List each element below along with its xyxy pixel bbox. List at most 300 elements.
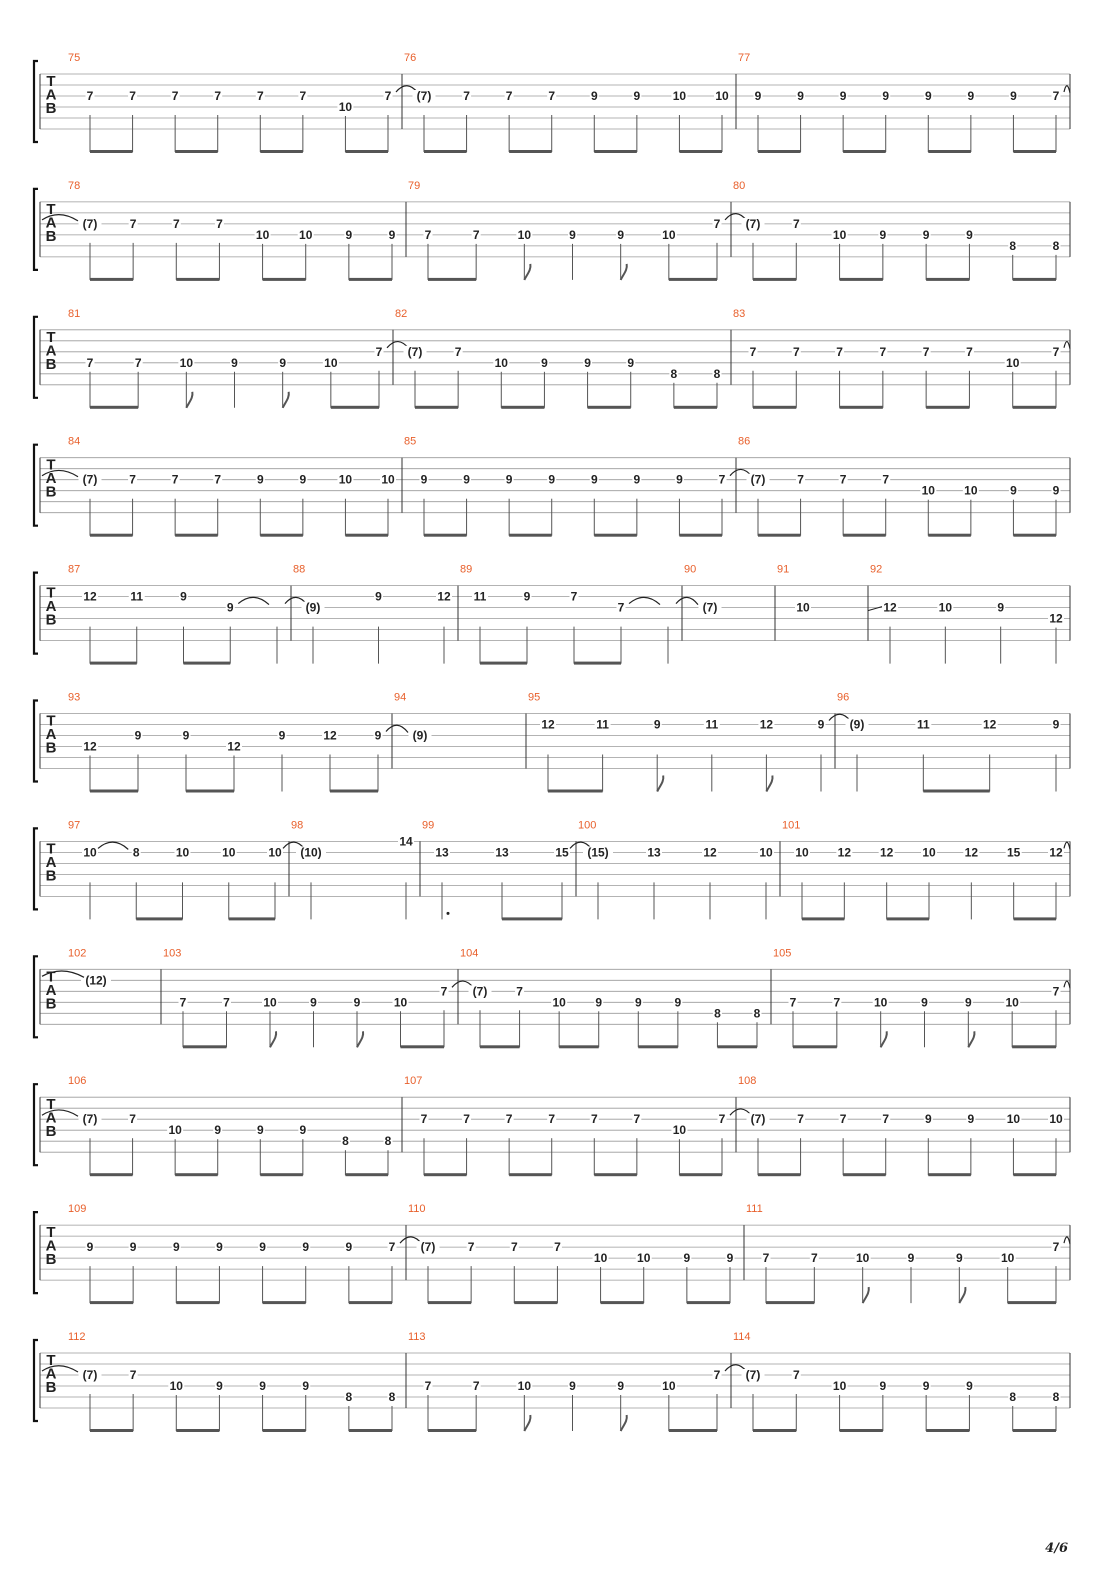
measure — [738, 52, 1070, 153]
tab-note — [86, 1240, 134, 1304]
measure — [837, 692, 1061, 793]
tab-note — [547, 473, 556, 536]
fret-number: 7 — [256, 89, 264, 103]
fret-number: 9 — [676, 472, 683, 487]
fret-number: 15 — [555, 845, 569, 860]
tab-note — [1052, 1390, 1061, 1431]
tab-note — [835, 345, 883, 409]
tab-note — [753, 1006, 762, 1047]
tab-note — [796, 473, 805, 536]
fret-number: 9 — [259, 1240, 266, 1255]
measure-number: 106 — [68, 1075, 87, 1088]
fret-number: 10 — [855, 1251, 870, 1266]
fret-number: (7) — [702, 600, 718, 615]
tab-note — [179, 995, 227, 1048]
tab-note — [380, 473, 396, 536]
tab-note — [920, 995, 929, 1047]
tab-note — [963, 845, 979, 919]
tab-note — [167, 1123, 218, 1176]
fret-number: 9 — [882, 89, 890, 103]
fret-number: 11 — [705, 717, 719, 732]
fret-number: 7 — [797, 472, 804, 487]
fret-number: 10 — [672, 89, 687, 103]
system-bracket — [34, 1212, 38, 1293]
fret-number: 7 — [172, 216, 180, 231]
fret-number: 9 — [617, 227, 625, 242]
fret-number: 9 — [924, 89, 932, 103]
fret-number: 10 — [637, 1251, 651, 1266]
fret-number: 10 — [873, 995, 888, 1010]
fret-number: 7 — [375, 344, 383, 359]
tab-note — [516, 228, 532, 280]
tab-note — [129, 1240, 138, 1303]
fret-number: 9 — [879, 1379, 887, 1393]
fret-number: 8 — [342, 1134, 349, 1149]
tab-note — [796, 89, 805, 152]
note-beam — [574, 662, 621, 665]
measure — [868, 564, 1064, 664]
tab-note — [302, 601, 325, 664]
note-beam — [331, 406, 379, 409]
measure-number: 100 — [578, 819, 597, 832]
tab-note — [128, 1112, 137, 1175]
tab-note — [436, 590, 452, 664]
fret-number: 9 — [180, 589, 187, 604]
fret-number: 10 — [759, 845, 773, 860]
fret-number: 7 — [749, 344, 757, 359]
fret-number: 10 — [1000, 1251, 1015, 1266]
tab-note — [337, 100, 388, 153]
tab-note — [982, 718, 998, 792]
measure — [404, 1075, 752, 1176]
tab-system — [34, 564, 1070, 665]
tab-note — [129, 590, 145, 664]
note-beam — [428, 1429, 476, 1432]
tab-note — [322, 729, 378, 793]
note-beam — [923, 790, 989, 793]
fret-number: 9 — [569, 227, 576, 242]
measure — [733, 1331, 1061, 1432]
fret-number: 9 — [683, 1251, 691, 1266]
tab-note — [1052, 484, 1061, 536]
fret-number: 8 — [753, 1006, 761, 1021]
fret-number: 8 — [1052, 238, 1060, 253]
note-beam — [758, 150, 801, 153]
tab-clef-letter: T — [46, 584, 56, 602]
measure — [528, 692, 851, 793]
fret-number: 7 — [792, 1368, 800, 1382]
tie-arc — [676, 597, 698, 604]
note-beam — [1013, 1173, 1056, 1176]
measure-number: 92 — [870, 563, 883, 576]
note-flag — [959, 1287, 965, 1303]
fret-number: 9 — [299, 472, 307, 487]
tie-arc — [1064, 981, 1070, 988]
fret-number: 7 — [554, 1240, 561, 1255]
tab-note — [682, 1251, 730, 1304]
note-beam — [753, 1429, 796, 1432]
tab-note — [213, 1123, 222, 1175]
fret-number: 10 — [83, 845, 97, 860]
note-beam — [594, 534, 637, 537]
note-beam — [559, 1045, 599, 1048]
tab-note — [540, 356, 549, 408]
tab-note — [505, 473, 552, 537]
tab-note — [516, 1379, 532, 1431]
tab-note — [590, 473, 637, 537]
tab-note — [553, 1240, 562, 1303]
fret-number: 7 — [839, 472, 847, 487]
note-flag — [766, 776, 772, 792]
tab-note — [868, 601, 898, 664]
fret-number: 15 — [1006, 845, 1021, 860]
tab-note — [462, 1112, 471, 1175]
note-beam — [840, 278, 883, 281]
note-flag — [968, 1031, 974, 1047]
tab-note — [881, 1112, 890, 1175]
tab-note — [881, 473, 890, 536]
fret-number: 12 — [541, 717, 555, 732]
tab-note — [515, 984, 524, 1047]
measure — [408, 180, 747, 281]
tab-note — [420, 473, 467, 537]
fret-number: 10 — [268, 845, 282, 860]
note-beam — [90, 1173, 133, 1176]
tab-note — [388, 228, 397, 280]
tab-note — [540, 718, 603, 793]
measure — [460, 947, 762, 1048]
fret-number: 9 — [922, 1379, 930, 1393]
note-beam — [260, 534, 303, 537]
tab-system — [34, 52, 1070, 153]
note-beam — [802, 917, 844, 920]
tab-clef-letter: B — [45, 867, 57, 885]
tab-note — [747, 473, 801, 537]
note-beam — [330, 790, 378, 793]
fret-number: 10 — [393, 995, 408, 1010]
fret-number: 11 — [916, 717, 930, 732]
note-beam — [502, 917, 562, 920]
tie-arc — [629, 597, 660, 604]
fret-number: 9 — [345, 227, 353, 242]
measure-number: 90 — [684, 563, 697, 576]
note-beam — [843, 1173, 886, 1176]
system-bracket — [34, 61, 38, 142]
note-beam — [793, 1045, 837, 1048]
fret-number: 9 — [627, 355, 635, 370]
fret-number: 7 — [86, 355, 94, 370]
note-beam — [424, 150, 467, 153]
tab-clef-letter: A — [45, 853, 57, 871]
measure — [68, 1203, 422, 1304]
measure — [738, 1075, 1064, 1176]
fret-number: 10 — [255, 227, 270, 242]
tab-note — [704, 718, 720, 792]
tab-note — [675, 473, 722, 537]
fret-number: 10 — [1006, 1112, 1021, 1127]
measure — [782, 819, 1070, 920]
tab-note — [424, 228, 477, 281]
measure-number: 76 — [404, 52, 417, 64]
measure — [394, 692, 432, 743]
tab-note — [996, 601, 1005, 664]
tab-clef-letter: B — [45, 100, 57, 117]
note-beam — [175, 534, 218, 537]
tab-clef-letter: B — [45, 227, 57, 245]
tab-note — [309, 995, 318, 1047]
tab-system — [34, 819, 1070, 920]
fret-number: 9 — [523, 589, 531, 604]
tab-note — [1009, 89, 1056, 153]
fret-number: 9 — [1052, 483, 1060, 498]
measure-number: 112 — [68, 1331, 86, 1343]
tab-note — [792, 345, 801, 408]
tab-note — [714, 89, 730, 152]
fret-number: 8 — [384, 1134, 392, 1149]
measure — [68, 564, 307, 665]
tab-note — [789, 995, 837, 1048]
fret-number: 9 — [505, 472, 513, 487]
tab-note — [1005, 356, 1056, 409]
note-beam — [90, 1301, 133, 1304]
note-beam — [175, 1173, 218, 1176]
fret-number: 14 — [399, 834, 413, 849]
tab-note — [937, 601, 953, 664]
note-beam — [514, 1301, 557, 1304]
tab-note — [505, 89, 552, 153]
tab-note — [222, 995, 231, 1047]
note-beam — [401, 1045, 445, 1048]
fret-number: 7 — [1052, 984, 1060, 999]
tab-note — [846, 718, 869, 792]
tab-note — [341, 1134, 388, 1176]
tab-note — [922, 228, 970, 281]
tab-note — [179, 590, 230, 665]
measure — [422, 819, 592, 920]
fret-number: 11 — [473, 589, 487, 604]
measure — [408, 1331, 747, 1432]
tab-note — [420, 1112, 467, 1176]
fret-number: 9 — [590, 89, 598, 103]
fret-number: 13 — [495, 845, 509, 860]
tab-note — [547, 1112, 556, 1175]
tab-note — [171, 473, 218, 537]
note-beam — [926, 406, 969, 409]
fret-number: 7 — [171, 89, 179, 103]
tab-note — [583, 356, 631, 409]
note-beam — [1013, 1429, 1056, 1432]
fret-number: (10) — [300, 845, 322, 860]
fret-number: 9 — [633, 472, 641, 487]
fret-number: (7) — [750, 472, 766, 487]
note-beam — [480, 1045, 520, 1048]
tab-note — [296, 845, 326, 919]
tab-system — [34, 1331, 1070, 1432]
fret-number: 9 — [590, 472, 598, 487]
fret-number: 9 — [674, 995, 682, 1010]
tab-note — [258, 1240, 306, 1304]
tab-note — [472, 1379, 481, 1431]
note-beam — [687, 1301, 730, 1304]
tab-note — [398, 834, 414, 919]
note-beam — [1008, 1301, 1056, 1304]
tab-note — [256, 473, 303, 537]
measure — [395, 308, 722, 409]
tab-note — [832, 228, 883, 281]
tab-note — [182, 729, 235, 793]
measure-number: 108 — [738, 1075, 757, 1088]
fret-number: (7) — [750, 1112, 766, 1127]
measure — [293, 564, 452, 664]
measure — [733, 308, 1070, 409]
tie-arc — [238, 597, 269, 604]
tab-clef-letter: B — [45, 483, 57, 501]
tab-clef-letter: B — [45, 611, 57, 629]
fret-number: (7) — [420, 1240, 436, 1255]
tab-note — [713, 1006, 757, 1048]
measure-number: 101 — [782, 819, 801, 832]
tab-clef-letter: T — [46, 456, 56, 474]
fret-number: 7 — [214, 89, 222, 103]
note-beam — [263, 1301, 306, 1304]
note-beam — [424, 1173, 467, 1176]
tab-note — [616, 1379, 627, 1431]
note-beam — [843, 150, 886, 153]
note-beam — [1012, 1045, 1056, 1048]
tab-note — [1052, 239, 1061, 280]
note-beam — [260, 1173, 303, 1176]
tab-note — [632, 89, 641, 152]
tab-note — [134, 729, 143, 792]
fret-number: 9 — [569, 1379, 576, 1393]
fret-number: 7 — [179, 995, 187, 1010]
fret-number: 7 — [797, 1112, 804, 1127]
fret-number: 7 — [516, 984, 523, 999]
measure-number: 81 — [68, 307, 81, 320]
fret-number: 9 — [617, 1379, 625, 1393]
tab-note — [570, 590, 622, 665]
fret-number: 7 — [424, 1379, 432, 1393]
fret-number: 7 — [510, 1240, 518, 1255]
fret-number: 9 — [172, 1240, 180, 1255]
tab-note — [634, 995, 678, 1048]
tab-clef-letter: T — [46, 1096, 56, 1114]
note-flag — [270, 1031, 276, 1047]
tab-note — [966, 1112, 975, 1175]
fret-number: 7 — [299, 89, 307, 103]
fret-number: 8 — [132, 845, 140, 860]
tab-note — [213, 473, 222, 536]
system-bracket — [34, 1084, 38, 1165]
note-beam — [345, 150, 388, 153]
note-beam — [176, 278, 219, 281]
note-beam — [717, 1045, 757, 1048]
measure-number: 102 — [68, 947, 87, 960]
tab-note — [215, 217, 224, 280]
tie-arc — [1064, 1237, 1070, 1244]
tab-note — [301, 1379, 310, 1431]
tab-note — [172, 217, 220, 281]
note-flag — [283, 392, 289, 408]
fret-number: 9 — [967, 1112, 975, 1127]
fret-number: 12 — [83, 589, 97, 604]
fret-number: 7 — [171, 472, 179, 487]
fret-number: (7) — [82, 216, 98, 231]
fret-number: 9 — [634, 995, 642, 1010]
measure-number: 111 — [746, 1203, 763, 1216]
measure — [68, 819, 305, 920]
note-beam — [229, 917, 275, 920]
measure-number: 84 — [68, 435, 81, 448]
fret-number: (7) — [745, 1368, 761, 1382]
fret-number: 9 — [278, 728, 286, 743]
fret-number: 10 — [662, 227, 676, 242]
note-beam — [1013, 278, 1056, 281]
measure — [291, 819, 414, 919]
tab-note — [178, 356, 194, 408]
tab-note — [795, 601, 811, 615]
tab-note — [472, 228, 481, 280]
fret-number: 12 — [982, 717, 997, 732]
note-beam — [679, 534, 722, 537]
tab-note — [1000, 1251, 1056, 1304]
tab-note — [836, 845, 852, 919]
tab-clef-letter: A — [45, 598, 57, 616]
fret-number: 10 — [324, 355, 338, 370]
fret-number: 9 — [259, 1379, 266, 1393]
note-flag — [881, 1031, 887, 1047]
fret-number: 11 — [596, 717, 609, 732]
tab-note — [344, 1390, 392, 1432]
fret-number: 10 — [922, 845, 936, 860]
tab-clef-letter: A — [45, 342, 57, 360]
fret-number: 9 — [653, 717, 661, 732]
fret-number: 9 — [129, 1240, 137, 1255]
tab-note — [758, 718, 774, 792]
fret-number: 9 — [302, 1379, 310, 1393]
fret-number: 7 — [1052, 344, 1060, 359]
tab-note — [128, 89, 137, 152]
measure — [42, 1331, 397, 1432]
tab-clef-letter: T — [46, 712, 56, 730]
tab-note — [964, 995, 975, 1047]
tab-note — [661, 1379, 717, 1432]
tab-note — [172, 1240, 220, 1304]
fret-number: 9 — [226, 600, 234, 615]
tab-note — [747, 1112, 801, 1176]
fret-number: 12 — [879, 845, 894, 860]
tab-note — [669, 367, 717, 409]
tab-note — [1008, 239, 1056, 281]
fret-number: 8 — [1009, 1390, 1017, 1404]
note-beam — [509, 1173, 552, 1176]
fret-number: 10 — [662, 1379, 676, 1393]
note-flag — [524, 1415, 530, 1431]
note-beam — [753, 406, 796, 409]
fret-number: 12 — [83, 739, 97, 754]
note-beam — [263, 278, 306, 281]
fret-number: 7 — [1052, 1240, 1060, 1255]
measure-number: 98 — [291, 819, 304, 832]
tab-note — [653, 718, 664, 792]
fret-number: 9 — [754, 89, 762, 103]
tab-clef-letter: B — [45, 1123, 57, 1141]
fret-number: (12) — [85, 973, 107, 988]
tab-note — [301, 1240, 310, 1303]
fret-number: 7 — [792, 344, 800, 359]
tab-note — [922, 1379, 970, 1432]
tab-note — [388, 1390, 397, 1431]
